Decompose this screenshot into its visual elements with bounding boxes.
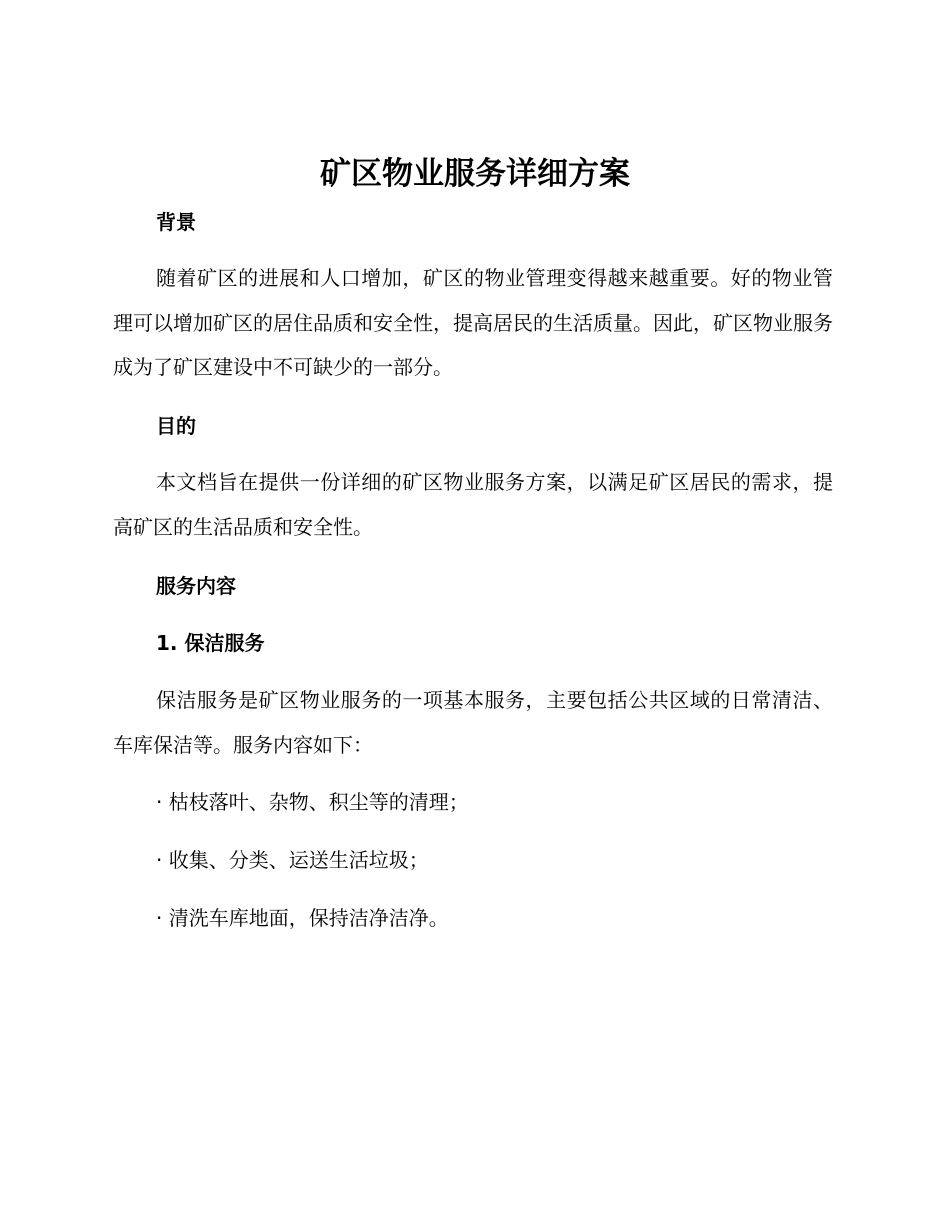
paragraph-purpose: 本文档旨在提供一份详细的矿区物业服务方案，以满足矿区居民的需求，提高矿区的生活品质和安全性。 xyxy=(113,470,833,539)
section-heading-purpose: 目的 xyxy=(156,414,196,438)
subsection-heading-cleaning: 1. 保洁服务 xyxy=(156,631,265,655)
paragraph-background: 随着矿区的进展和人口增加，矿区的物业管理变得越来越重要。好的物业管理可以增加矿区的居住品质和安全性，提高居民的生活质量。因此，矿区物业服务成为了矿区建设中不可缺少的一部分。 xyxy=(113,266,833,379)
list-item: · 枯枝落叶、杂物、积尘等的清理； xyxy=(156,790,469,814)
section-heading-service-content: 服务内容 xyxy=(156,574,236,598)
paragraph-cleaning: 保洁服务是矿区物业服务的一项基本服务，主要包括公共区域的日常清洁、车库保洁等。服务内容如下： xyxy=(113,688,833,757)
list-item: · 收集、分类、运送生活垃圾； xyxy=(156,848,429,872)
document-title: 矿区物业服务详细方案 xyxy=(320,156,630,192)
section-heading-background: 背景 xyxy=(156,210,196,234)
list-item: · 清洗车库地面，保持洁净洁净。 xyxy=(156,906,449,930)
